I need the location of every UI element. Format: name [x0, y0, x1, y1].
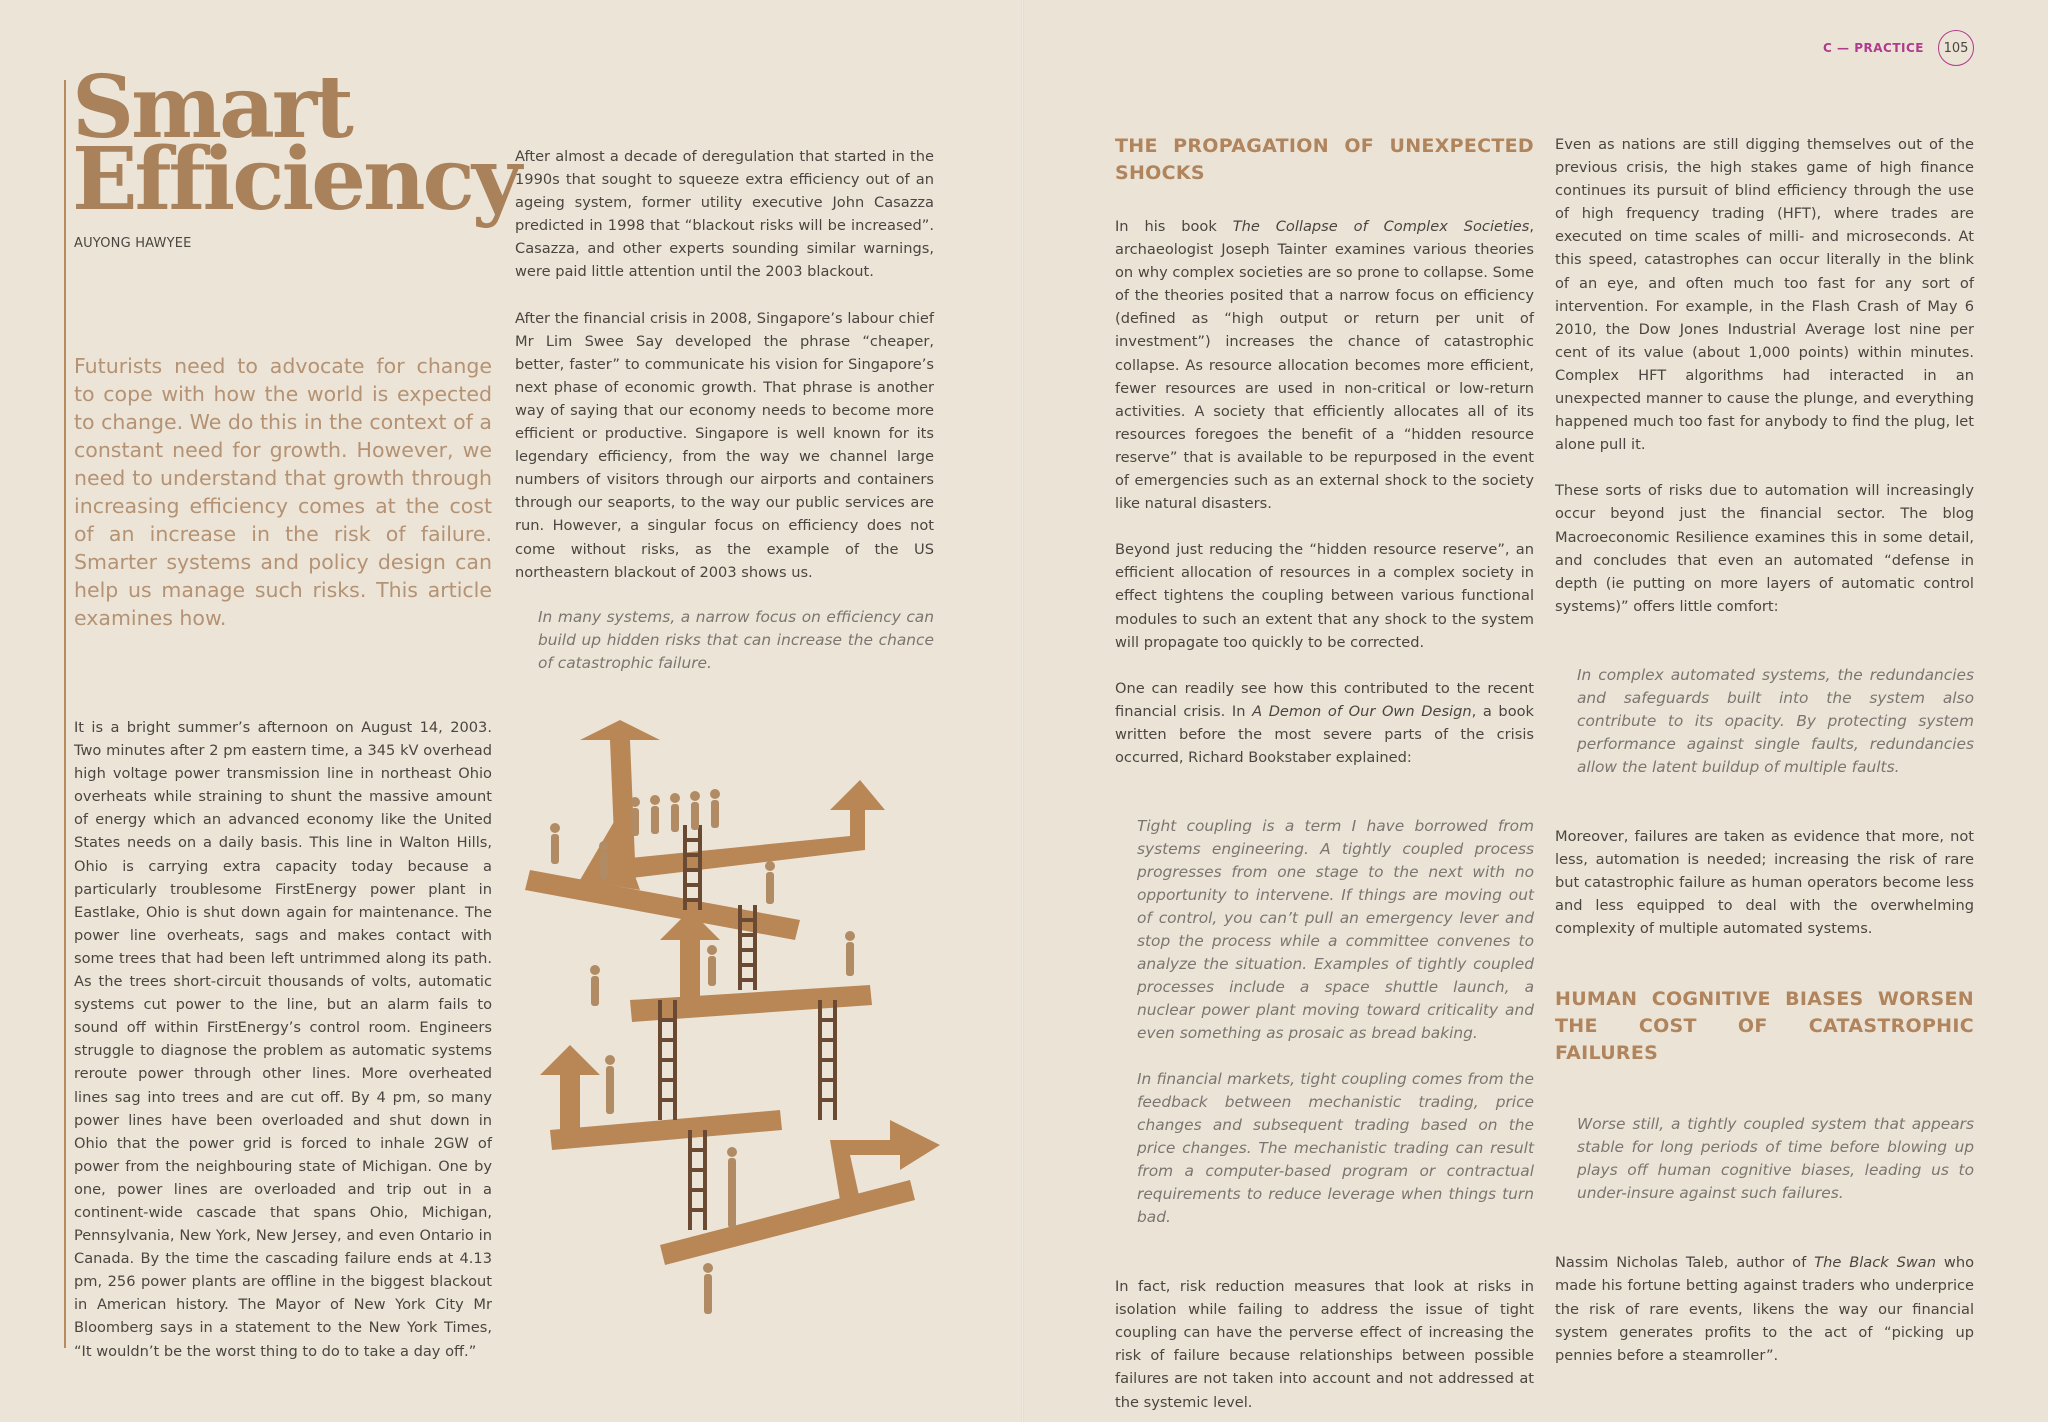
story-paragraph: It is a bright summer’s afternoon on August 14, 2003. Two minutes after 2 pm eastern time, a 345 kV overhead high voltage power transmission line in northeast Ohio overheats while straining to shunt the massive amount of energy which an advanced economy like the United States needs on a daily basis. This line in Walton Hills, Ohio is carrying extra capacity today because a particularly troublesome FirstEnergy power plant in Eastlake, Ohio is shut down again for maintenance. The power line overheats, sags and makes contact with some trees that had been left untrimmed along its path. As the trees short-circuit thousands of volts, automatic systems cut power to the line, but an alarm fails to sound off within FirstEnergy’s control room. Engineers struggle to diagnose the problem as automatic systems reroute power through other lines. More overheated lines sag into trees and are cut off. By 4 pm, so many power lines have been overloaded and shut down in Ohio that the power grid is forced to inhale 2GW of power from the neighbouring state of Michigan. One by one, power lines are overloaded and trip out in a continent-wide cascade that spans Ohio, Michigan, Pennsylvania, New York, New Jersey, and even Ontario in Canada. By the time the cascading failure ends at 4.13 pm, 256 power plants are offline in the biggest blackout in American history. The Mayor of New York City Mr Bloomberg says in a statement to the New York Times, “It wouldn’t be the worst thing to do to take a day off.”	[74, 719, 492, 1360]
arrow-down-left	[540, 1045, 600, 1130]
page-gutter	[1021, 0, 1024, 1422]
section-label: C — PRACTICE	[1823, 41, 1924, 55]
page-number: 105	[1938, 30, 1974, 66]
book-title: The Collapse of Complex Societies	[1232, 218, 1530, 235]
author-byline: AUYONG HAWYEE	[74, 236, 192, 251]
column-4	[1555, 133, 1974, 1367]
column-3	[1115, 133, 1534, 1414]
ladders	[660, 825, 835, 1230]
book-title: A Demon of Our Own Design	[1252, 702, 1472, 720]
paragraph-bookstaber-intro: One can readily see how this contributed to the recent financial crisis. In A Demon of Our Own Design, a book written before the most severe parts of the crisis occurred, Richard Bookstaber explained:	[1115, 679, 1535, 766]
title-line-1: Smart	[72, 57, 351, 158]
ladders-arrows-illustration	[520, 700, 960, 1320]
pullquote-efficiency: In many systems, a narrow focus on efficiency can build up hidden risks that can increase the chance of catastrophic failure.	[538, 608, 934, 672]
pullquote-biases: Worse still, a tightly coupled system that appears stable for long periods of time before blowing up plays off human cognitive biases, leading us to under-insure against such failures.	[1577, 1115, 1974, 1203]
paragraph-hft: Even as nations are still digging themselves out of the previous crisis, the high stakes game of high finance continues its pursuit of blind efficiency through the use of high frequency trading (HFT), where trades are executed on time scales of milli- and microseconds. At this speed, catastrophes can occur literally in the blink of an eye, and often much too fast for any sort of intervention. For example, in the Flash Crash of May 6 2010, the Dow Jones Industrial Average lost nine per cent of its value (about 1,000 points) within minutes. Complex HFT algorithms had interacted in an unexpected manner to cause the plunge, and everything happened much too fast for anybody to find the plug, let alone pull it.	[1555, 136, 1974, 454]
column-2	[515, 145, 934, 584]
quote-tight-coupling: Tight coupling is a term I have borrowed from systems engineering. A tightly coupled process progresses from one stage to the next with no opportunity to intervene. If things are moving out of control, you can’t pull an emergency lever and stop the process while a committee convenes to analyze the situation. Examples of tightly coupled processes include a space shuttle launch, a nuclear power plant moving toward criticality and even something as prosaic as bread baking.	[1137, 817, 1534, 1043]
beam-top	[610, 835, 865, 880]
quote-redundancies: In complex automated systems, the redundancies and safeguards built into the system also contribute to its opacity. By protecting system performance against single faults, redundancies allow the latent buildup of multiple faults.	[1577, 665, 1974, 776]
paragraph-tainter: In his book The Collapse of Complex Societies, archaeologist Joseph Tainter examines various theories on why complex societies are so prone to collapse. Some of the theories posited that a narrow focus on efficiency (defined as “high output or return per unit of investment”) increases the chance of catastrophic collapse. As resource allocation becomes more efficient, fewer resources are used in non-critical or low-return activities. A society that efficiently allocates all of its resources foregoes the benefit of a “hidden resource reserve” that is available to be repurposed in the event of emergencies such as an external shock to the society like natural disasters.	[1115, 218, 1534, 513]
ladder-4	[820, 1000, 835, 1120]
standfirst: Futurists need to advocate for change to cope with how the world is expected to change. We do this in the context of a constant need for growth. However, we need to understand that growth through increasing efficiency comes at the cost of an increase in the risk of failure. Smarter systems and policy design can help us manage such risks. This article examines how.	[74, 354, 492, 630]
title-line-2: Efficiency	[72, 129, 519, 230]
ladder-3	[660, 1000, 675, 1120]
page-header	[1823, 30, 1974, 66]
book-title: The Black Swan	[1814, 1254, 1936, 1272]
quote-financial-markets: In financial markets, tight coupling comes from the feedback between mechanistic trading, price changes and subsequent trading based on the price changes. The mechanistic trading can result from a computer-based program or contractual requirements to reduce leverage when things turn bad.	[1137, 1070, 1534, 1227]
ladder-5	[690, 1130, 705, 1230]
heading-cognitive-biases: HUMAN COGNITIVE BIASES WORSEN THE COST OF CATASTROPHIC FAILURES	[1555, 988, 1974, 1065]
paragraph-failures: Moreover, failures are taken as evidence that more, not less, automation is needed; increasing the risk of rare but catastrophic failure as human operators become less and less equipped to deal with the overwhelming complexity of multiple automated systems.	[1555, 827, 1974, 938]
paragraph-singapore: After the financial crisis in 2008, Singapore’s labour chief Mr Lim Swee Say developed the phrase “cheaper, better, faster” to communicate his vision for Singapore’s next phase of economic growth. That phrase is another way of saying that our economy needs to become more efficient or productive. Singapore is well known for its legendary efficiency, from the way we channel large numbers of visitors through our airports and containers through our seaports, to the way our public services are run. However, a singular focus on efficiency does not come without risks, as the example of the US northeastern blackout of 2003 shows us.	[515, 309, 934, 581]
title-rule	[64, 80, 66, 1348]
paragraph-automation: These sorts of risks due to automation will increasingly occur beyond just the financial sector. The blog Macroeconomic Resilience examines this in some detail, and concludes that even an automated “defense in depth (ie putting on more layers of automatic control systems)” offers little comfort:	[1555, 482, 1974, 615]
beam-bottom	[660, 1180, 915, 1265]
beam-second	[525, 870, 800, 940]
heading-propagation: THE PROPAGATION OF UNEXPECTED SHOCKS	[1115, 135, 1534, 184]
story-column	[74, 716, 492, 1363]
beam-lower	[550, 1110, 782, 1150]
paragraph-risk-reduction: In fact, risk reduction measures that look at risks in isolation while failing to address the issue of tight coupling can have the perverse effect of increasing the risk of failure because relationships between possible failures are not taken into account and not addressed at the systemic level.	[1115, 1278, 1534, 1411]
article-title	[72, 57, 519, 230]
paragraph-deregulation: After almost a decade of deregulation that started in the 1990s that sought to squeeze extra efficiency out of an ageing system, former utility executive John Casazza predicted in 1998 that “blackout risks will be increased”. Casazza, and other experts sounding similar warnings, were paid little attention until the 2003 blackout.	[515, 148, 934, 281]
paragraph-coupling: Beyond just reducing the “hidden resource reserve”, an efficient allocation of resources in a complex society in effect tightens the coupling between various functional modules to such an extent that any shock to the system will propagate too quickly to be corrected.	[1115, 541, 1534, 651]
paragraph-taleb: Nassim Nicholas Taleb, author of The Black Swan who made his fortune betting against traders who underprice the risk of rare events, likens the way our financial system generates profits to the act of “picking up pennies before a steamroller”.	[1555, 1254, 1974, 1364]
